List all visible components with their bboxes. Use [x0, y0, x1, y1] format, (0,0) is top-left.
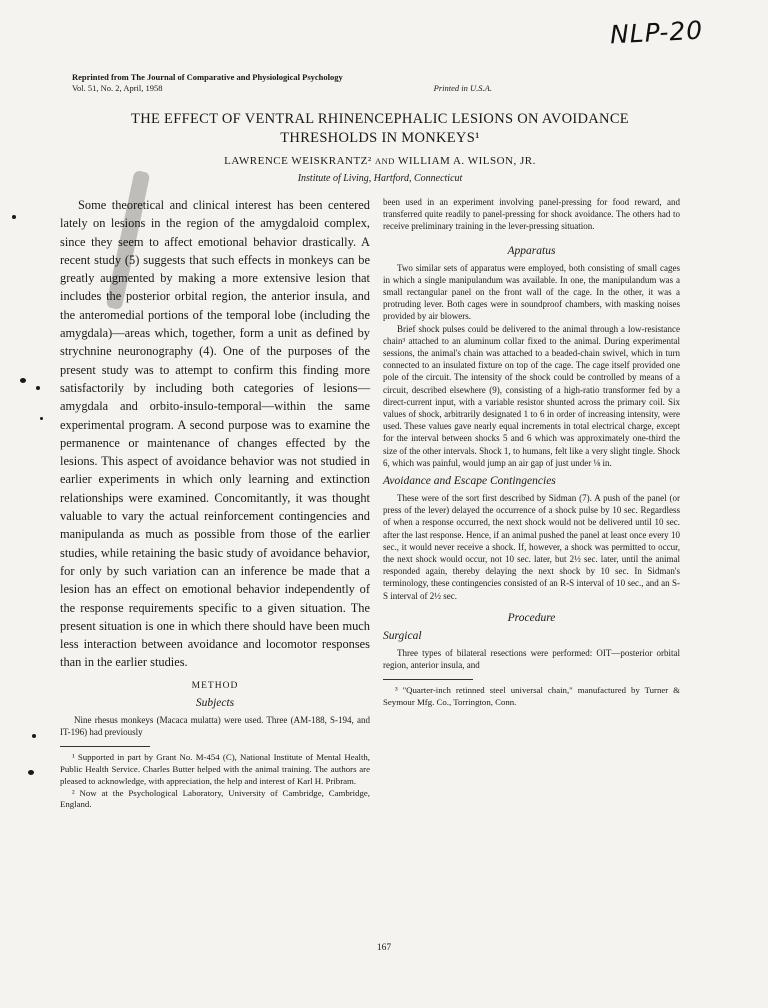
scan-speck — [20, 378, 26, 383]
scan-speck — [32, 734, 36, 738]
article-title: THE EFFECT OF VENTRAL RHINENCEPHALIC LESIONS ON AVOIDANCE THRESHOLDS IN MONKEYS¹ — [131, 111, 629, 146]
footnote-divider-right — [383, 679, 473, 680]
footnote-1: ¹ Supported in part by Grant No. M-454 (C), National Institute of Mental Health, Public Health Service. Charles Butter helped with the animal training. The authors are pleased to acknowledge, with appreciation, the help and interest of Karl H. Pribram. — [60, 752, 370, 786]
scan-speck — [36, 386, 40, 390]
scan-speck — [12, 215, 16, 219]
institute-affiliation: Institute of Living, Hartford, Connecticut — [297, 173, 463, 184]
author-line — [100, 155, 660, 167]
subjects-continued: been used in an experiment involving panel-pressing for food reward, and transferred quite readily to panel-pressing for shock avoidance. The others had to receive preliminary training in the lever-pressing situation. — [383, 197, 680, 232]
scan-speck — [28, 770, 34, 775]
author-2: WILLIAM A. WILSON, JR. — [397, 155, 536, 167]
surgical-paragraph: Three types of bilateral resections were performed: OIT—posterior orbital region, anterior insula, and — [383, 647, 680, 671]
apparatus-paragraph-2: Brief shock pulses could be delivered to the animal through a low-resistance chain³ attached to an aluminum collar fixed to the animal. During experimental sessions, the animal's chain was attached to a beaded-chain swivel, which in turn connected to an insulated fixture on top of the cage. The cage itself provided one pole of the circuit. The intensity of the shock could be controlled by means of a circuit, described elsewhere (9), consisting of a high-ratio transformer fed by a direct-current input, with a variable resistor shunted across the primary coil. Six values of shock, arbitrarily designated 1 to 6 in order of increasing intensity, were used. These values gave nearly equal increments in total electrical charge, except for the interval between shocks 5 and 6 which was approximately one-third the size of the other intervals. Shock 1, to humans, felt like a very slight tingle. Shock 6, which was painful, would jump an air gap of just under ⅛ in. — [383, 323, 680, 468]
apparatus-heading: Apparatus — [507, 244, 556, 257]
left-column — [60, 196, 370, 811]
right-column — [383, 196, 680, 709]
volume-info: Vol. 51, No. 2, April, 1958 — [72, 83, 163, 93]
author-conjunction: AND — [374, 156, 395, 166]
reprint-volume-line — [72, 83, 492, 94]
footnote-3: ³ "Quarter-inch retinned steel universal chain," manufactured by Turner & Seymour Mfg. Co., Torrington, Conn. — [383, 685, 680, 708]
avoidance-paragraph: These were of the sort first described by Sidman (7). A push of the panel (or press of the lever) delayed the occurrence of a shock pulse by 10 sec. Regardless of when a response occurred, the next shock would not be delivered until 10 sec. after the last response. Hence, if an animal pushed the panel at least once every 10 sec., it would never receive a shock. If, however, a shock was permitted to occur, the next shock would occur, not 10 sec. later, but 2½ sec. later, until the animal responded again, thereby delaying the next shock by 10 sec. In Sidman's terminology, these contingencies consisted of an R-S interval of 10 sec., and an S-S interval of 2½ sec. — [383, 493, 680, 601]
intro-paragraph: Some theoretical and clinical interest has been centered lately on lesions in the region of the amygdaloid complex, since they seem to affect emotional behavior drastically. A recent study (5) suggests that such effects in monkeys can be greatly augmented by making a more extensive lesion that includes the posterior orbital region, the anterior insula, and the anteromedial portions of the temporal lobe (including the amygdala)—areas which, together, form a unit as defined by strychnine neuronography (4). One of the purposes of the present study was to attempt to confirm this finding more satisfactorily by including both categories of lesions—amygdala and orbito-insulo-temporal—within the same experimental program. A second purpose was to examine the permanence or maintenance of changes effected by the lesions. This aspect of avoidance behavior was not studied in earlier experiments in which only learning and extinction relationships were examined. Concomitantly, it was thought valuable to vary the actual reinforcement contingencies and manipulanda as much as possible from those of the earlier studies, while retaining the basic study of avoidance behavior, for only by such variation can an inference be made that a lesion has an effect on emotional behavior independently of the response requirements specific to a given situation. The present situation is one in which there should have been much less interaction between avoidance and locomotor responses than in the earlier studies. — [60, 198, 370, 670]
procedure-heading: Procedure — [507, 611, 556, 624]
method-heading: METHOD — [191, 680, 239, 691]
subjects-heading: Subjects — [195, 696, 235, 709]
footnote-divider — [60, 746, 150, 747]
reprint-journal-line: Reprinted from The Journal of Comparative and Physiological Psychology — [72, 72, 343, 82]
surgical-heading: Surgical — [383, 629, 422, 642]
author-1: LAWRENCE WEISKRANTZ² — [224, 155, 372, 167]
printed-in: Printed in U.S.A. — [433, 83, 492, 93]
page-number: 167 — [376, 943, 392, 953]
handwritten-id: NLP-20 — [609, 15, 704, 50]
avoidance-heading: Avoidance and Escape Contingencies — [383, 475, 556, 488]
footnote-2: ² Now at the Psychological Laboratory, University of Cambridge, Cambridge, England. — [60, 787, 370, 810]
reprint-notice — [72, 72, 492, 94]
scan-speck — [40, 417, 43, 420]
subjects-paragraph: Nine rhesus monkeys (Macaca mulatta) were used. Three (AM-188, S-194, and IT-196) had previously — [60, 714, 370, 737]
apparatus-paragraph-1: Two similar sets of apparatus were employed, both consisting of small cages in which a single manipulandum was available. In one, the manipulandum was a small rectangular panel on the front wall of the cage. In the other, it was a protruding lever. Both cages were in soundproof chambers, with masking noises provided by air blowers. — [383, 262, 680, 322]
